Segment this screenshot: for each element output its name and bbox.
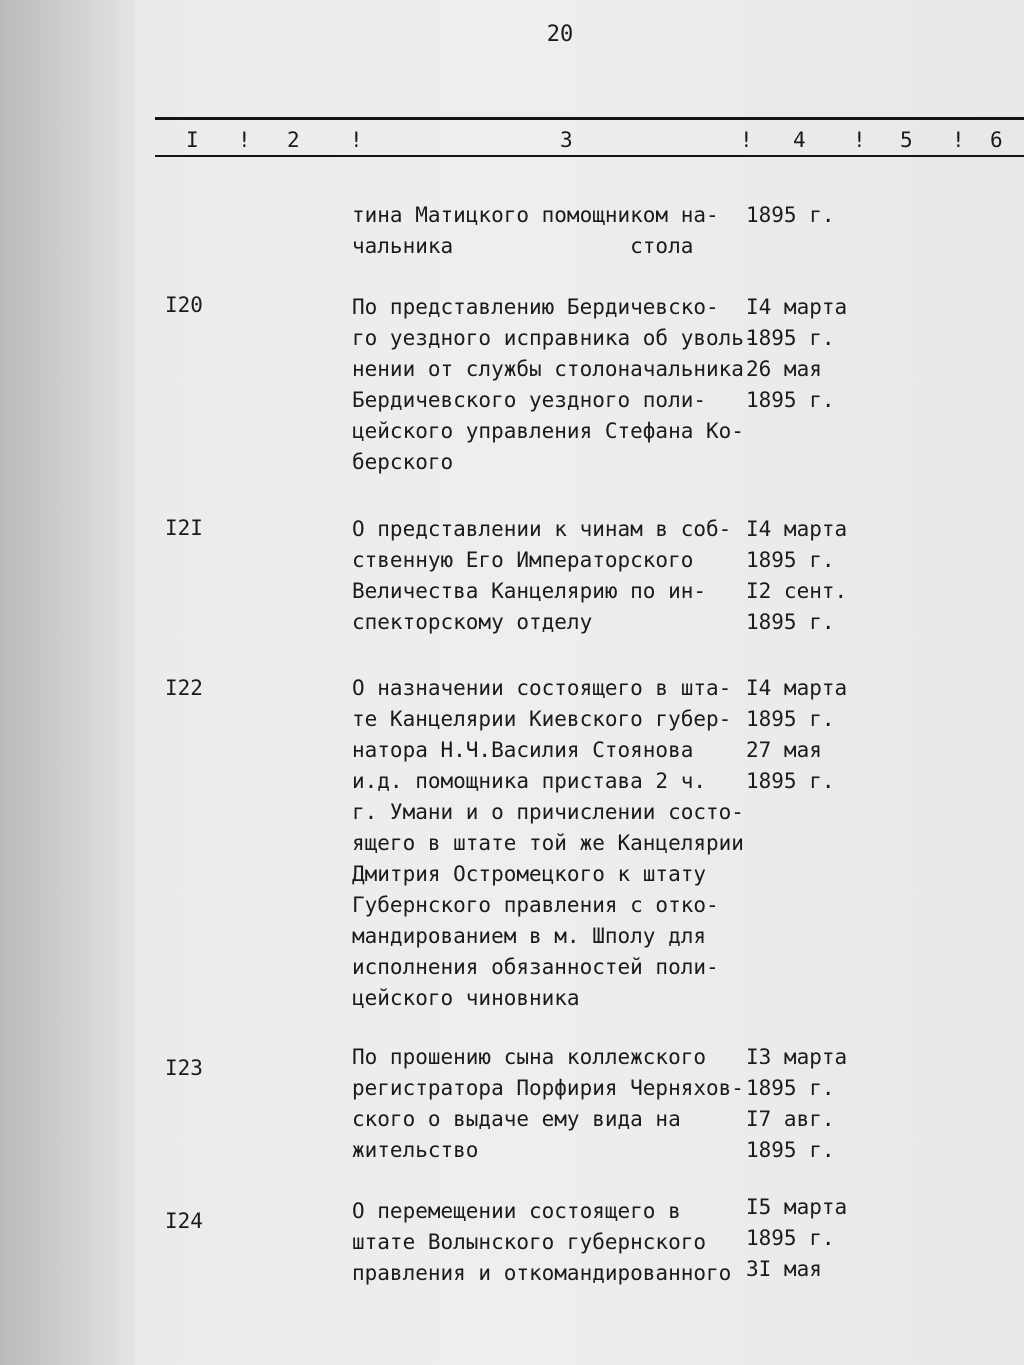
column-header-2: 2 <box>287 128 300 152</box>
entry-number: I2I <box>165 516 203 540</box>
column-header-3: 3 <box>560 128 573 152</box>
entry-dates: I5 марта 1895 г. 3I мая <box>746 1195 848 1281</box>
entry-description: тина Матицкого помощником на- чальника стола <box>352 203 719 258</box>
column-header-6: 6 <box>990 128 1003 152</box>
column-separator: ! <box>740 128 753 152</box>
column-separator: ! <box>350 128 363 152</box>
table-header-top-rule <box>155 117 1024 120</box>
entry-description: О перемещении состоящего в штате Волынского губернского правления и откомандированного <box>352 1199 732 1285</box>
entry-number: I23 <box>165 1056 203 1080</box>
table-header-bottom-rule <box>155 155 1024 157</box>
entry-description: О представлении к чинам в соб- ственную Его Императорского Величества Канцелярию по ин- спекторскому отделу <box>352 517 732 634</box>
entry-dates: I4 марта 1895 г. I2 сент. 1895 г. <box>746 517 848 634</box>
column-header-4: 4 <box>793 128 806 152</box>
entry-description: О назначении состоящего в шта- те Канцелярии Киевского губер- натора Н.Ч.Василия Стоянова и.д. помощника пристава 2 ч. г. Умани и о причислении состо- ящего в штате той же Канцелярии Дмитрия Остромецкого к штату Губернского правления с отко- мандированием в м. Шполу для исполнения обязанностей поли- цейского чиновника <box>352 676 744 1010</box>
page-number: 20 <box>546 22 574 47</box>
entry-number: I20 <box>165 293 203 317</box>
entry-dates: I3 марта 1895 г. I7 авг. 1895 г. <box>746 1045 848 1162</box>
column-separator: ! <box>853 128 866 152</box>
column-header-1: I <box>186 128 199 152</box>
book-spine-shadow <box>0 0 135 1365</box>
entry-number: I22 <box>165 676 203 700</box>
column-header-5: 5 <box>900 128 913 152</box>
column-separator: ! <box>238 128 251 152</box>
entry-number: I24 <box>165 1209 203 1233</box>
entry-dates: I4 марта 1895 г. 27 мая 1895 г. <box>746 676 848 793</box>
entry-description: По прошению сына коллежского регистратора Порфирия Черняхов- ского о выдаче ему вида на жительство <box>352 1045 744 1162</box>
entry-dates: I4 марта 1895 г. 26 мая 1895 г. <box>746 295 848 412</box>
entry-dates: 1895 г. <box>746 203 835 227</box>
column-separator: ! <box>952 128 965 152</box>
entry-description: По представлению Бердичевско- го уездного исправника об уволь- нении от службы столоначальника Бердичевского уездного поли- цейского управления Стефана Ко- берского <box>352 295 757 474</box>
